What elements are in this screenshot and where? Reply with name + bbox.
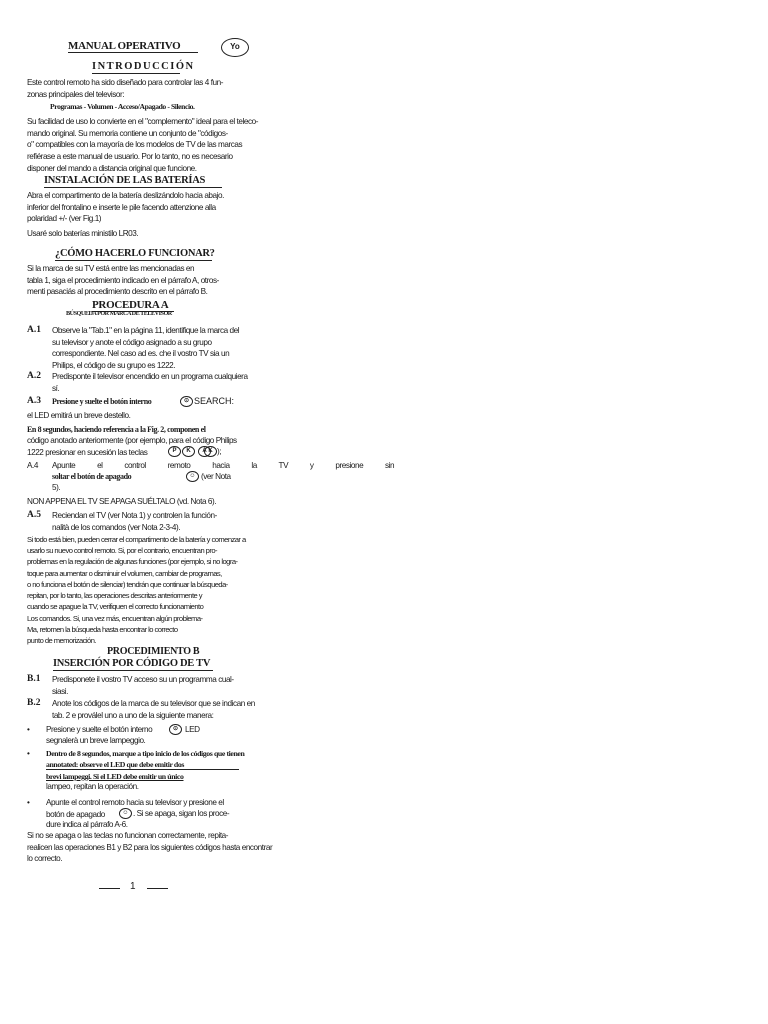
proc-b-final-line: lo correcto. <box>27 854 63 864</box>
intro-heading: INTRODUCCIÓN <box>92 61 195 72</box>
proc-a-after-line: repitan, por lo tanto, las operaciones descritas anteriormente y <box>27 591 203 601</box>
step-a5-line: nalità de los comandos (ver Nota 2-3-4). <box>52 522 181 532</box>
step-a4-line1: Apunte el control remoto hacia la TV y presione sin <box>52 461 395 470</box>
title-underline <box>68 52 198 53</box>
page-number: 1 <box>130 881 136 892</box>
step-b1-line: siasi. <box>52 686 68 696</box>
step-a2-text <box>52 371 248 394</box>
proc-b-final-text <box>27 830 272 865</box>
how-text <box>27 263 219 298</box>
proc-a-after-line: punto de memorización. <box>27 636 96 646</box>
key-label: P <box>172 448 177 454</box>
bullet2-line: lampeo, repitan la operación. <box>46 782 139 791</box>
key-label: K <box>208 448 213 454</box>
key-k-icon <box>182 446 195 457</box>
batteries-heading-underline <box>44 187 222 188</box>
bullet3-line: botón de apagado <box>46 809 105 819</box>
proc-a-after-line: problemas en la regulación de algunas funciones (por ejemplo, si no logra- <box>27 557 238 567</box>
step-b2-line: tab. 2 e proválel uno a uno de la siguiente manera: <box>52 710 214 720</box>
bullet1-led: LED <box>185 725 200 734</box>
how-heading: ¿CÓMO HACERLO FUNCIONAR? <box>55 248 215 259</box>
step-a1-line: su televisor y anote el código asignado a su grupo <box>52 337 212 347</box>
bullet2-bold-line: Dentro de 8 segundos, marque a tipo inicio de los códigos que tienen <box>46 749 245 758</box>
intro-line: disponer del mando a distancia original que funcione. <box>27 163 197 173</box>
intro-line: mando original. Su memoria contiene un conjunto de "códigos- <box>27 128 228 138</box>
power-button-icon: ☺ <box>119 808 132 819</box>
step-b2-label: B.2 <box>27 698 41 708</box>
language-badge <box>221 38 249 57</box>
bullet1-line1: Presione y suelte el botón interno <box>46 725 153 734</box>
proc-b-subheading: INSERCIÓN POR CÓDIGO DE TV <box>53 658 211 669</box>
footer-rule-right <box>147 888 168 889</box>
bullet2-underline <box>46 769 239 770</box>
intro-line: zonas principales del televisor: <box>27 89 125 99</box>
step-a3-label: A.3 <box>27 396 41 406</box>
intro-line: Su facilidad de uso lo convierte en el "complemento" ideal para el teleco- <box>27 117 259 126</box>
footer-rule-left <box>99 888 120 889</box>
step-a5-text <box>52 510 217 533</box>
language-badge-label: Yo <box>230 42 240 51</box>
step-a1-line: Philips, el código de su grupo es 1222. <box>52 360 176 370</box>
step-a1-line: correspondiente. Nel caso ad es. che il vostro TV sia un <box>52 349 230 359</box>
step-a1-text <box>52 325 239 372</box>
step-a1-label: A.1 <box>27 325 41 335</box>
proc-b-final-line: Si no se apaga o las teclas no funcionan correctamente, repita- <box>27 831 229 840</box>
step-a5-label: A.5 <box>27 510 41 520</box>
intro-line: o" compatibles con la mayoría de los modelos de TV de las marcas <box>27 140 243 150</box>
proc-a-after-line: cuando se apague la TV, verifiquen el correcto funcionamiento <box>27 602 204 612</box>
search-button-icon: ⊙ <box>169 724 182 735</box>
bullet3-after: . Si se apaga, sigan los proce- <box>133 809 230 818</box>
batteries-line: inferior del frontalino e inserte le pile facendo attenzione alla <box>27 202 216 212</box>
step-a3b-bold: En 8 segundos, haciendo referencia a la Fig. 2, componen el <box>27 425 206 434</box>
step-a4-label: A.4 <box>27 461 38 470</box>
intro-line: refiérase a este manual de usuario. Por lo tanto, no es necesario <box>27 151 233 161</box>
step-b1-text <box>52 674 234 697</box>
step-b2-text <box>52 698 255 721</box>
intro-line: Este control remoto ha sido diseñado para controlar las 4 fun- <box>27 78 224 87</box>
step-a4-bold: soltar el botón de apagado <box>52 472 132 481</box>
power-button-icon: ☺ <box>186 471 199 482</box>
intro-functions: Programas - Volumen - Acceso/Apagado - Silencio. <box>50 102 195 111</box>
step-a3b-end: ); <box>217 447 222 456</box>
batteries-heading: INSTALACIÓN DE LAS BATERÍAS <box>44 175 206 186</box>
intro-heading-underline <box>92 73 180 74</box>
step-a3b-line: 1222 presionar en sucesión las teclas <box>27 447 148 457</box>
step-a4-ref2: 5). <box>52 483 61 492</box>
how-line: Si la marca de su TV está entre las mencionadas en <box>27 264 195 273</box>
step-a1-line: Observe la "Tab.1" en la página 11, identifique la marca del <box>52 326 240 335</box>
proc-b-heading: PROCEDIMIENTO B <box>107 646 200 657</box>
step-a5-line: Reciendan el TV (ver Nota 1) y controlen la función- <box>52 511 217 520</box>
step-a2-label: A.2 <box>27 371 41 381</box>
step-a3b-line: código anotado anteriormente (por ejemplo, para el código Philips <box>27 436 237 445</box>
how-line: tabla 1, siga el procedimiento indicado en el párrafo A, otros- <box>27 275 219 285</box>
proc-a-after-line: Ma, retomen la búsqueda hasta encontrar lo correcto <box>27 624 178 634</box>
step-b1-line: Predisponete il vostro TV acceso su un programma cual- <box>52 675 234 684</box>
bullet2-bold-line: annotated: observe el LED que debe emitir dos <box>46 760 185 770</box>
bullet-icon: • <box>27 798 30 807</box>
proc-a-heading: PROCEDURA A <box>92 299 169 311</box>
step-a4-ref: (ver Nota <box>201 472 231 481</box>
key-label: K <box>186 448 191 454</box>
step-a2-line: Predisponte il televisor encendido en un programa cualquiera <box>52 372 248 381</box>
batteries-note: Usaré solo baterías ministilo LR03. <box>27 229 139 238</box>
how-heading-underline <box>55 260 212 261</box>
batteries-line: polaridad +/- (ver Fig.1) <box>27 214 102 224</box>
bullet-icon: • <box>27 749 30 758</box>
proc-a-after-line: Si todo está bien, pueden cerrar el compartimento de la batería y comenzar a <box>27 535 246 544</box>
step-a2-line: sí. <box>52 383 60 393</box>
bullet2-bold-line: brevi lampeggi. Si el LED debe emitir un único <box>46 771 184 781</box>
bullet3-line: Apunte el control remoto hacia su televisor y presione el <box>46 798 224 807</box>
intro-text-2 <box>27 116 258 174</box>
search-label: SEARCH: <box>194 396 235 406</box>
search-button-icon: ⊙ <box>180 396 193 407</box>
step-a3-text: Presione y suelte el botón interno <box>52 397 152 406</box>
batteries-line: Abra el compartimento de la batería deslizándolo hacia abajo. <box>27 191 224 200</box>
step-b2-line: Anote los códigos de la marca de su televisor que se indican en <box>52 699 255 708</box>
proc-a-subheading: BÚSQUEDA POR MARCA DE TELEVISOR <box>66 310 172 317</box>
off-note: NON APPENA EL TV SE APAGA SUÉLTALO (vd. Nota 6). <box>27 497 217 506</box>
bullet2-bold <box>46 748 244 782</box>
key-p-icon <box>168 446 181 457</box>
page-title: MANUAL OPERATIVO <box>68 40 181 52</box>
proc-b-final-line: realicen las operaciones B1 y B2 para los siguientes códigos hasta encontrar <box>27 842 273 852</box>
proc-a-after-line: usarlo su nuevo control remoto. Si, por el contrario, encuentran pro- <box>27 546 217 556</box>
step-b1-label: B.1 <box>27 674 41 684</box>
proc-a-after-text <box>27 534 246 646</box>
proc-a-after-line: o no funciona el botón de silenciar) tendrán que continuar la búsqueda- <box>27 579 228 589</box>
key-label: A <box>202 448 207 454</box>
proc-a-after-line: toque para aumentar o disminuir el volumen, cambiar de programas, <box>27 568 222 578</box>
bullet3-line3: dure indica al párrafo A-6. <box>46 820 128 829</box>
key-k2-icon <box>204 446 217 457</box>
proc-a-after-line: Los comandos. Si, una vez más, encuentran algún problema- <box>27 613 203 623</box>
bullet-icon: • <box>27 725 30 734</box>
intro-text-1 <box>27 77 223 100</box>
bullet1-line2: segnalerà un breve lampeggio. <box>46 736 146 745</box>
how-line: menti pasaciás al procedimiento descrito en el párrafo B. <box>27 287 208 297</box>
proc-b-heading-underline <box>53 670 213 671</box>
step-a3-after: el LED emitirá un breve destello. <box>27 411 131 420</box>
batteries-text <box>27 190 224 225</box>
